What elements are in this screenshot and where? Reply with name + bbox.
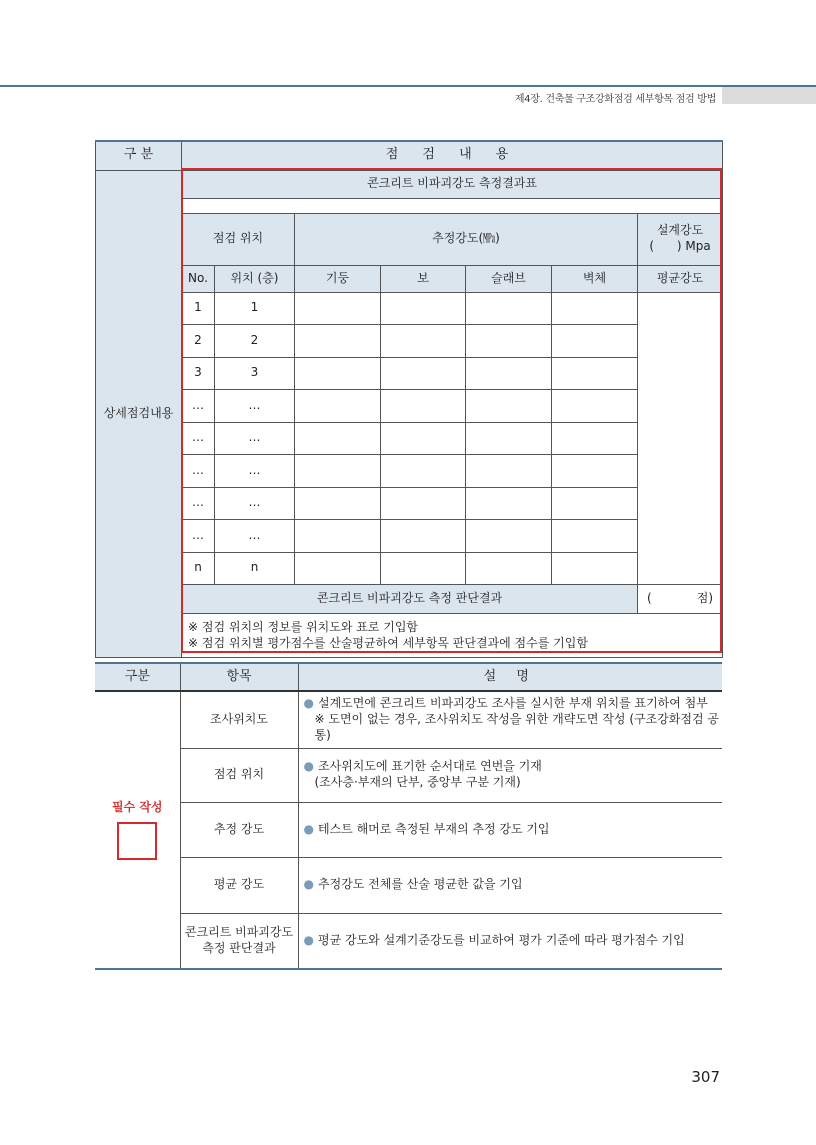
note-line: ※ 점검 위치의 정보를 위치도와 표로 기입함 bbox=[188, 619, 419, 634]
floor-header: 위치 (층) bbox=[215, 265, 295, 292]
input-cell[interactable] bbox=[381, 292, 466, 325]
item-label: 추정 강도 bbox=[180, 802, 298, 857]
input-cell[interactable] bbox=[466, 422, 552, 455]
no-header: No. bbox=[182, 265, 215, 292]
chapter-header: 제4장. 건축물 구조강화점검 세부항목 점검 방법 bbox=[514, 94, 716, 105]
input-cell[interactable] bbox=[295, 520, 381, 553]
beam-header: 보 bbox=[381, 265, 466, 292]
item-label: 콘크리트 비파괴강도 측정 판단결과 bbox=[180, 913, 298, 969]
input-cell[interactable] bbox=[552, 390, 638, 423]
avg-strength-cell[interactable] bbox=[638, 292, 723, 585]
input-cell[interactable] bbox=[466, 292, 552, 325]
col-desc-header: 설 명 bbox=[298, 663, 722, 691]
judgement-score-cell[interactable]: ( 점) bbox=[638, 585, 723, 614]
input-cell[interactable] bbox=[295, 455, 381, 488]
page-number: 307 bbox=[691, 1068, 720, 1086]
col-content-header: 점 검 내 용 bbox=[182, 141, 723, 170]
required-label: 필수 작성 bbox=[111, 800, 163, 815]
input-cell[interactable] bbox=[466, 357, 552, 390]
input-cell[interactable] bbox=[295, 422, 381, 455]
bullet-icon: ● bbox=[303, 821, 314, 836]
input-cell[interactable] bbox=[381, 552, 466, 585]
row-no: … bbox=[182, 422, 215, 455]
row-no: … bbox=[182, 455, 215, 488]
col-gubun-header: 구분 bbox=[95, 663, 180, 691]
notes bbox=[182, 614, 723, 658]
bullet-icon: ● bbox=[303, 877, 314, 892]
row-no: 1 bbox=[182, 292, 215, 325]
avg-strength-header: 평균강도 bbox=[638, 265, 723, 292]
col-gubun-header: 구 분 bbox=[96, 141, 182, 170]
input-cell[interactable] bbox=[552, 520, 638, 553]
row-floor: 2 bbox=[215, 325, 295, 358]
row-floor: 3 bbox=[215, 357, 295, 390]
design-strength-header: 설계강도 ( ) Mpa bbox=[638, 213, 723, 265]
blank-row bbox=[182, 198, 723, 213]
input-cell[interactable] bbox=[552, 422, 638, 455]
row-no: … bbox=[182, 390, 215, 423]
inspection-content-table bbox=[95, 140, 723, 658]
note-line: ※ 점검 위치별 평가점수를 산술평균하여 세부항목 판단결과에 점수를 기입함 bbox=[188, 635, 588, 650]
item-description: ● 테스트 해머로 측정된 부재의 추정 강도 기입 bbox=[298, 802, 722, 857]
row-no: 2 bbox=[182, 325, 215, 358]
input-cell[interactable] bbox=[295, 357, 381, 390]
input-cell[interactable] bbox=[381, 455, 466, 488]
input-cell[interactable] bbox=[466, 552, 552, 585]
slab-header: 슬래브 bbox=[466, 265, 552, 292]
required-cell bbox=[95, 691, 180, 969]
input-cell[interactable] bbox=[552, 292, 638, 325]
input-cell[interactable] bbox=[381, 422, 466, 455]
input-cell[interactable] bbox=[295, 390, 381, 423]
col-item-header: 항목 bbox=[180, 663, 298, 691]
input-cell[interactable] bbox=[295, 552, 381, 585]
header-tab-block bbox=[722, 87, 816, 104]
estimated-strength-header: 추정강도(㎫) bbox=[295, 213, 638, 265]
input-cell[interactable] bbox=[295, 325, 381, 358]
input-cell[interactable] bbox=[295, 487, 381, 520]
item-label: 조사위치도 bbox=[180, 691, 298, 748]
bullet-icon: ● bbox=[303, 932, 314, 947]
result-table-title: 콘크리트 비파괴강도 측정결과표 bbox=[182, 170, 723, 198]
item-description: ● 조사위치도에 표기한 순서대로 연번을 기재 (조사층·부재의 단부, 중앙부 구분 기재) bbox=[298, 748, 722, 802]
header-rule bbox=[0, 85, 816, 87]
item-label: 평균 강도 bbox=[180, 857, 298, 913]
item-description: ● 평균 강도와 설계기준강도를 비교하여 평가 기준에 따라 평가점수 기입 bbox=[298, 913, 722, 969]
input-cell[interactable] bbox=[295, 292, 381, 325]
row-floor: … bbox=[215, 520, 295, 553]
detail-inspection-label: 상세점검내용 bbox=[96, 170, 182, 658]
input-cell[interactable] bbox=[552, 487, 638, 520]
wall-header: 벽체 bbox=[552, 265, 638, 292]
input-cell[interactable] bbox=[466, 455, 552, 488]
row-floor: 1 bbox=[215, 292, 295, 325]
input-cell[interactable] bbox=[466, 487, 552, 520]
input-cell[interactable] bbox=[381, 487, 466, 520]
row-floor: … bbox=[215, 487, 295, 520]
judgement-result-label: 콘크리트 비파괴강도 측정 판단결과 bbox=[182, 585, 638, 614]
item-description: ● 추정강도 전체를 산술 평균한 값을 기입 bbox=[298, 857, 722, 913]
input-cell[interactable] bbox=[552, 552, 638, 585]
input-cell[interactable] bbox=[466, 520, 552, 553]
row-floor: n bbox=[215, 552, 295, 585]
input-cell[interactable] bbox=[552, 357, 638, 390]
bullet-icon: ● bbox=[303, 759, 314, 774]
required-checkbox[interactable] bbox=[117, 822, 157, 860]
row-no: n bbox=[182, 552, 215, 585]
row-no: 3 bbox=[182, 357, 215, 390]
row-no: … bbox=[182, 520, 215, 553]
input-cell[interactable] bbox=[381, 325, 466, 358]
input-cell[interactable] bbox=[381, 357, 466, 390]
bullet-icon: ● bbox=[303, 696, 314, 711]
row-floor: … bbox=[215, 455, 295, 488]
row-floor: … bbox=[215, 390, 295, 423]
input-cell[interactable] bbox=[466, 325, 552, 358]
column-header: 기둥 bbox=[295, 265, 381, 292]
location-header: 점검 위치 bbox=[182, 213, 295, 265]
input-cell[interactable] bbox=[552, 455, 638, 488]
row-floor: … bbox=[215, 422, 295, 455]
input-cell[interactable] bbox=[466, 390, 552, 423]
item-description: ● 설계도면에 콘크리트 비파괴강도 조사를 실시한 부재 위치를 표기하여 첨부 ※ 도면이 없는 경우, 조사위치도 작성을 위한 개략도면 작성 (구조강화점검 공통) bbox=[298, 691, 722, 748]
row-no: … bbox=[182, 487, 215, 520]
description-table bbox=[95, 662, 722, 970]
item-label: 점검 위치 bbox=[180, 748, 298, 802]
input-cell[interactable] bbox=[381, 520, 466, 553]
input-cell[interactable] bbox=[381, 390, 466, 423]
input-cell[interactable] bbox=[552, 325, 638, 358]
